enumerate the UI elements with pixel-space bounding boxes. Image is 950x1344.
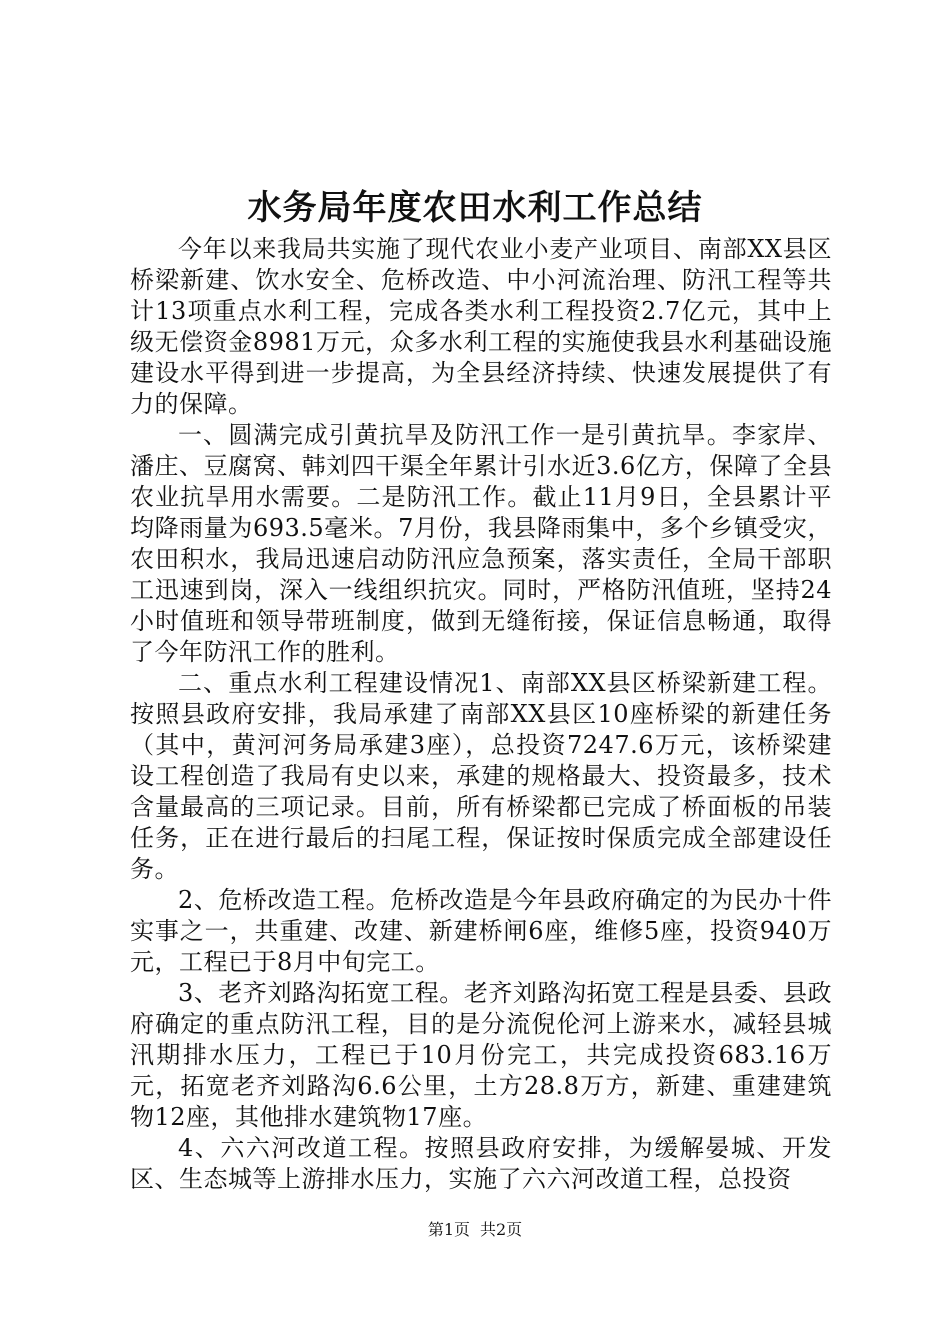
document-title: 水务局年度农田水利工作总结: [247, 188, 703, 228]
paragraph-section-1: 一、圆满完成引黄抗旱及防汛工作一是引黄抗旱。李家岸、潘庄、豆腐窝、韩刘四干渠全年累计引水近3.6亿方，保障了全县农业抗旱用水需要。二是防汛工作。截止11月9日，全县累计平均降雨量为693.5毫米。7月份，我县降雨集中，多个乡镇受灾，农田积水，我局迅速启动防汛应急预案，落实责任，全局干部职工迅速到岗，深入一线组织抗灾。同时，严格防汛值班，坚持24小时值班和领导带班制度，做到无缝衔接，保证信息畅通，取得了今年防汛工作的胜利。: [130, 421, 832, 666]
paragraph-section-2: 二、重点水利工程建设情况1、南部XX县区桥梁新建工程。按照县政府安排，我局承建了南部XX县区10座桥梁的新建任务（其中，黄河河务局承建3座），总投资7247.6万元，该桥梁建设工程创造了我局有史以来，承建的规格最大、投资最多，技术含量最高的三项记录。目前，所有桥梁都已完成了桥面板的吊装任务，正在进行最后的扫尾工程，保证按时保质完成全部建设任务。: [130, 669, 832, 883]
paragraph-intro: 今年以来我局共实施了现代农业小麦产业项目、南部XX县区桥梁新建、饮水安全、危桥改造、中小河流治理、防汛工程等共计13项重点水利工程，完成各类水利工程投资2.7亿元，其中上级无偿资金8981万元，众多水利工程的实施使我县水利基础设施建设水平得到进一步提高，为全县经济持续、快速发展提供了有力的保障。: [130, 235, 832, 418]
page-number-current: 第1页: [427, 1220, 470, 1239]
page-footer: [0, 1219, 950, 1241]
document-body: [130, 234, 832, 1195]
paragraph-item-4: 4、六六河改道工程。按照县政府安排，为缓解晏城、开发区、生态城等上游排水压力，实施了六六河改道工程，总投资: [130, 1134, 832, 1193]
page-number-total: 共2页: [480, 1220, 523, 1239]
paragraph-item-2: 2、危桥改造工程。危桥改造是今年县政府确定的为民办十件实事之一，共重建、改建、新建桥闸6座，维修5座，投资940万元，工程已于8月中旬完工。: [130, 886, 832, 976]
paragraph-item-3: 3、老齐刘路沟拓宽工程。老齐刘路沟拓宽工程是县委、县政府确定的重点防汛工程，目的是分流倪伦河上游来水，减轻县城汛期排水压力，工程已于10月份完工，共完成投资683.16万元，拓宽老齐刘路沟6.6公里，土方28.8万方，新建、重建建筑物12座，其他排水建筑物17座。: [130, 979, 832, 1131]
